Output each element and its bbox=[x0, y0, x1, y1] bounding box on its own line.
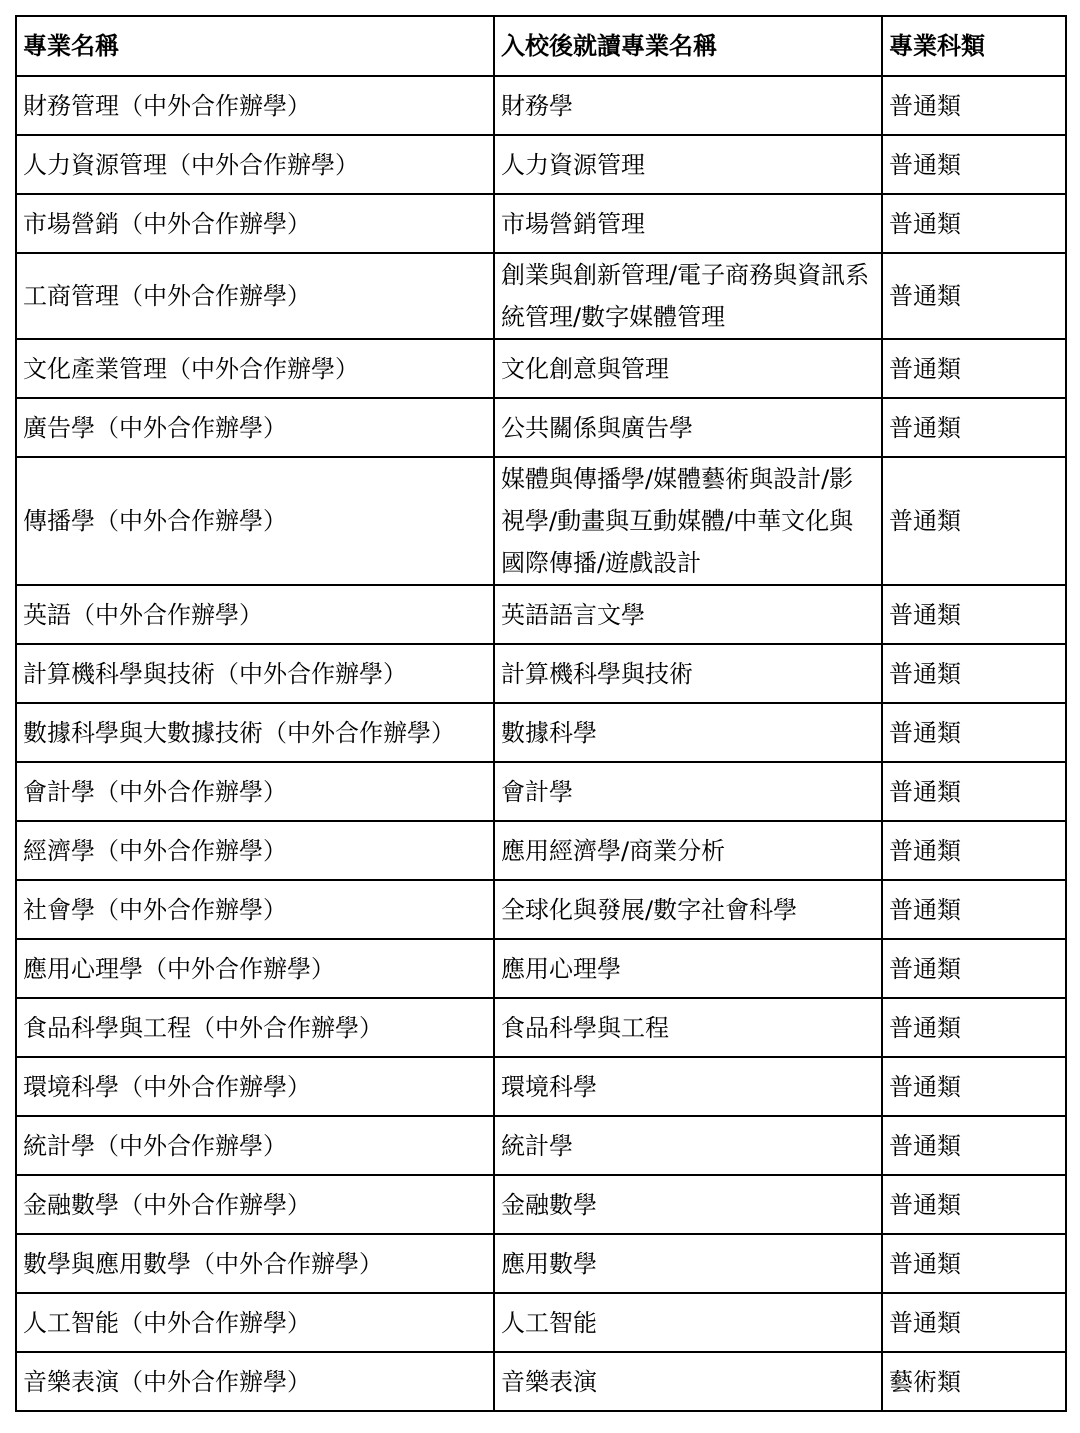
enrolled-major-cell: 財務學 bbox=[494, 76, 882, 135]
enrolled-major-cell: 食品科學與工程 bbox=[494, 998, 882, 1057]
major-category-cell: 普通類 bbox=[882, 644, 1066, 703]
enrolled-major-cell: 音樂表演 bbox=[494, 1352, 882, 1411]
major-category-cell: 普通類 bbox=[882, 821, 1066, 880]
table-row bbox=[16, 398, 1066, 457]
major-category-cell: 普通類 bbox=[882, 998, 1066, 1057]
major-category-cell: 普通類 bbox=[882, 76, 1066, 135]
enrolled-major-cell: 人工智能 bbox=[494, 1293, 882, 1352]
major-name-cell: 工商管理（中外合作辦學） bbox=[16, 253, 494, 339]
header-major-name: 專業名稱 bbox=[16, 16, 494, 76]
table-row bbox=[16, 1234, 1066, 1293]
major-name-cell: 廣告學（中外合作辦學） bbox=[16, 398, 494, 457]
enrolled-major-cell: 創業與創新管理/電子商務與資訊系統管理/數字媒體管理 bbox=[494, 253, 882, 339]
table-row bbox=[16, 135, 1066, 194]
table-row bbox=[16, 194, 1066, 253]
major-name-cell: 傳播學（中外合作辦學） bbox=[16, 457, 494, 585]
major-category-cell: 普通類 bbox=[882, 1057, 1066, 1116]
enrolled-major-cell: 公共關係與廣告學 bbox=[494, 398, 882, 457]
major-category-cell: 普通類 bbox=[882, 194, 1066, 253]
enrolled-major-cell: 環境科學 bbox=[494, 1057, 882, 1116]
table-row bbox=[16, 1116, 1066, 1175]
table-row bbox=[16, 703, 1066, 762]
table-row bbox=[16, 339, 1066, 398]
major-category-cell: 普通類 bbox=[882, 1293, 1066, 1352]
enrolled-major-cell: 全球化與發展/數字社會科學 bbox=[494, 880, 882, 939]
table-row bbox=[16, 939, 1066, 998]
major-category-cell: 普通類 bbox=[882, 585, 1066, 644]
major-category-cell: 普通類 bbox=[882, 253, 1066, 339]
enrolled-major-cell: 計算機科學與技術 bbox=[494, 644, 882, 703]
major-category-cell: 普通類 bbox=[882, 762, 1066, 821]
table-row bbox=[16, 762, 1066, 821]
table-row bbox=[16, 998, 1066, 1057]
major-name-cell: 社會學（中外合作辦學） bbox=[16, 880, 494, 939]
major-category-cell: 普通類 bbox=[882, 1175, 1066, 1234]
table-row bbox=[16, 1293, 1066, 1352]
table-row bbox=[16, 585, 1066, 644]
enrolled-major-cell: 文化創意與管理 bbox=[494, 339, 882, 398]
table-header-row bbox=[16, 16, 1066, 76]
major-name-cell: 數據科學與大數據技術（中外合作辦學） bbox=[16, 703, 494, 762]
major-name-cell: 環境科學（中外合作辦學） bbox=[16, 1057, 494, 1116]
enrolled-major-cell: 應用數學 bbox=[494, 1234, 882, 1293]
major-name-cell: 應用心理學（中外合作辦學） bbox=[16, 939, 494, 998]
major-name-cell: 人力資源管理（中外合作辦學） bbox=[16, 135, 494, 194]
major-name-cell: 財務管理（中外合作辦學） bbox=[16, 76, 494, 135]
table-row bbox=[16, 457, 1066, 585]
table-row bbox=[16, 821, 1066, 880]
table-row bbox=[16, 253, 1066, 339]
major-category-cell: 普通類 bbox=[882, 1234, 1066, 1293]
major-name-cell: 金融數學（中外合作辦學） bbox=[16, 1175, 494, 1234]
major-name-cell: 文化產業管理（中外合作辦學） bbox=[16, 339, 494, 398]
major-category-cell: 普通類 bbox=[882, 703, 1066, 762]
enrolled-major-cell: 媒體與傳播學/媒體藝術與設計/影視學/動畫與互動媒體/中華文化與國際傳播/遊戲設計 bbox=[494, 457, 882, 585]
enrolled-major-cell: 市場營銷管理 bbox=[494, 194, 882, 253]
major-category-cell: 普通類 bbox=[882, 457, 1066, 585]
enrolled-major-cell: 應用心理學 bbox=[494, 939, 882, 998]
major-name-cell: 計算機科學與技術（中外合作辦學） bbox=[16, 644, 494, 703]
header-major-category: 專業科類 bbox=[882, 16, 1066, 76]
table-row bbox=[16, 1057, 1066, 1116]
table-row bbox=[16, 644, 1066, 703]
major-category-cell: 普通類 bbox=[882, 135, 1066, 194]
table-body bbox=[16, 76, 1066, 1411]
enrolled-major-cell: 統計學 bbox=[494, 1116, 882, 1175]
table-row bbox=[16, 76, 1066, 135]
major-name-cell: 音樂表演（中外合作辦學） bbox=[16, 1352, 494, 1411]
major-category-cell: 普通類 bbox=[882, 339, 1066, 398]
major-name-cell: 市場營銷（中外合作辦學） bbox=[16, 194, 494, 253]
major-name-cell: 經濟學（中外合作辦學） bbox=[16, 821, 494, 880]
major-category-cell: 普通類 bbox=[882, 880, 1066, 939]
major-name-cell: 會計學（中外合作辦學） bbox=[16, 762, 494, 821]
table-row bbox=[16, 1175, 1066, 1234]
table-row bbox=[16, 880, 1066, 939]
major-name-cell: 統計學（中外合作辦學） bbox=[16, 1116, 494, 1175]
enrolled-major-cell: 人力資源管理 bbox=[494, 135, 882, 194]
enrolled-major-cell: 金融數學 bbox=[494, 1175, 882, 1234]
table-row bbox=[16, 1352, 1066, 1411]
enrolled-major-cell: 會計學 bbox=[494, 762, 882, 821]
major-name-cell: 人工智能（中外合作辦學） bbox=[16, 1293, 494, 1352]
majors-table bbox=[15, 15, 1067, 1412]
enrolled-major-cell: 英語語言文學 bbox=[494, 585, 882, 644]
header-enrolled-major-name: 入校後就讀專業名稱 bbox=[494, 16, 882, 76]
major-name-cell: 數學與應用數學（中外合作辦學） bbox=[16, 1234, 494, 1293]
major-category-cell: 普通類 bbox=[882, 398, 1066, 457]
major-name-cell: 英語（中外合作辦學） bbox=[16, 585, 494, 644]
major-category-cell: 藝術類 bbox=[882, 1352, 1066, 1411]
major-category-cell: 普通類 bbox=[882, 939, 1066, 998]
major-name-cell: 食品科學與工程（中外合作辦學） bbox=[16, 998, 494, 1057]
enrolled-major-cell: 應用經濟學/商業分析 bbox=[494, 821, 882, 880]
major-category-cell: 普通類 bbox=[882, 1116, 1066, 1175]
enrolled-major-cell: 數據科學 bbox=[494, 703, 882, 762]
